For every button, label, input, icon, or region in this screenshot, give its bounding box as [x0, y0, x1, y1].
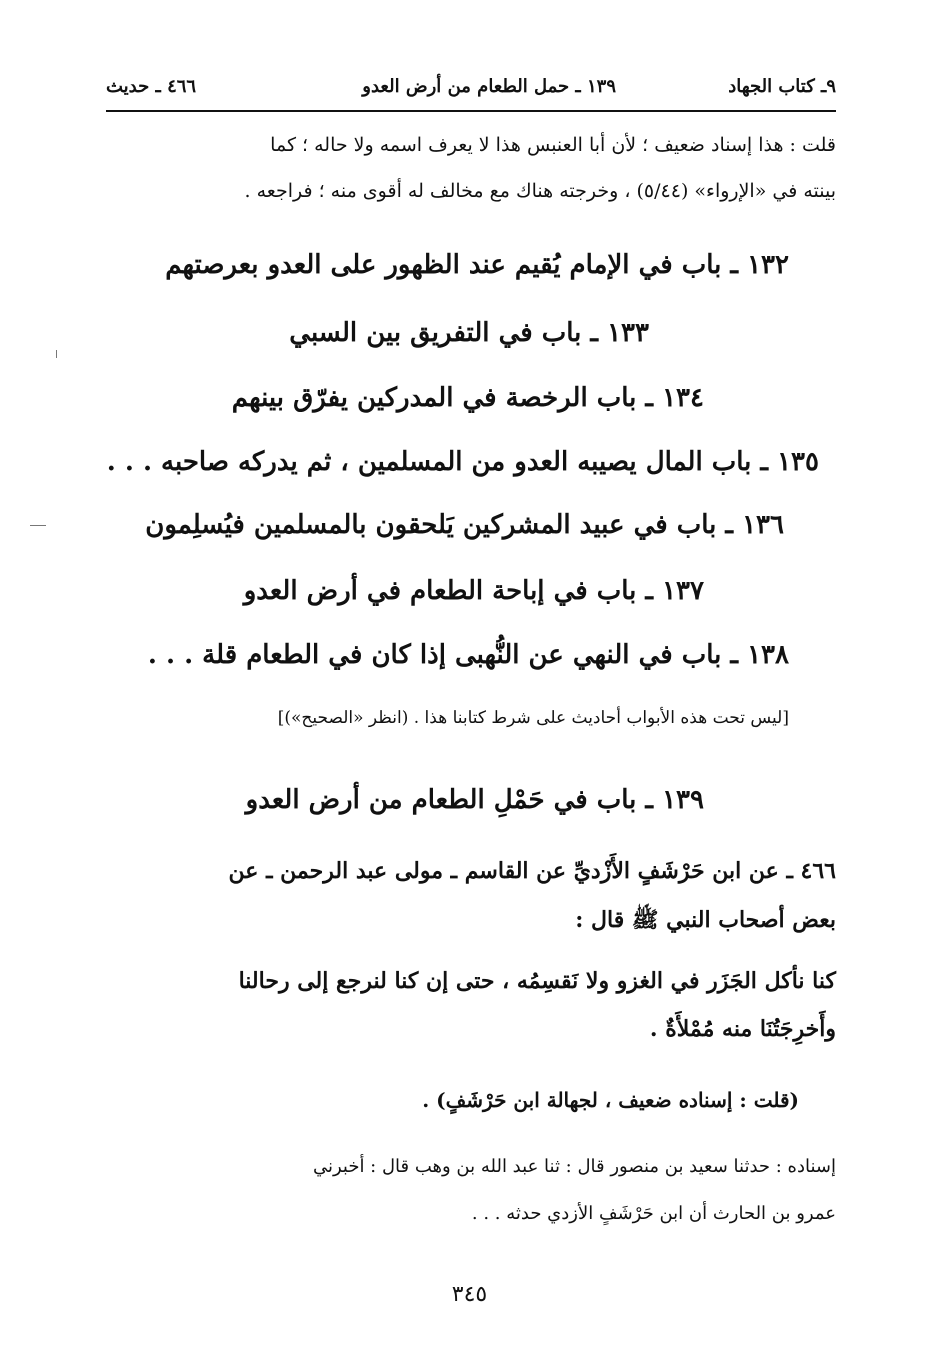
- running-header: [106, 72, 836, 108]
- bracket-note: [ليس تحت هذه الأبواب أحاديث على شرط كتابنا هذا . (انظر «الصحيح»)]: [277, 708, 789, 728]
- note-line-2: بينته في «الإرواء» (٥/٤٤) ، وخرجته هناك مع مخالف له أقوى منه ؛ فراجعه .: [244, 180, 836, 202]
- header-hadith-number: ٤٦٦ ـ حديث: [106, 76, 197, 97]
- header-chapter-title: ١٣٩ ـ حمل الطعام من أرض العدو: [362, 76, 616, 97]
- chapter-heading-132: ١٣٢ ـ باب في الإمام يُقيم عند الظهور على العدو بعرصتهم: [165, 250, 789, 280]
- isnad-line-1: إسناده : حدثنا سعيد بن منصور قال : ثنا عبد الله بن وهب قال : أخبرني: [312, 1156, 836, 1177]
- isnad-line-2: عمرو بن الحارث أن ابن حَرْشَفٍ الأزدي حدثه . . .: [471, 1203, 836, 1224]
- chapter-heading-134: ١٣٤ ـ باب الرخصة في المدركين يفرّق بينهم: [231, 383, 704, 413]
- hadith-intro-line-2: بعض أصحاب النبي ﷺ قال :: [575, 907, 836, 933]
- hadith-text-line-2: وأَخرِجَتُنَا منه مُمْلأَةٌ .: [649, 1016, 836, 1042]
- page-number: ٣٤٥: [451, 1282, 488, 1307]
- margin-mark: [30, 525, 46, 526]
- chapter-heading-137: ١٣٧ ـ باب في إباحة الطعام في أرض العدو: [243, 576, 704, 606]
- chapter-heading-136: ١٣٦ ـ باب في عبيد المشركين يَلحقون بالمسلمين فيُسلِمون: [145, 510, 784, 540]
- chapter-heading-139: ١٣٩ ـ باب في حَمْلِ الطعام من أرض العدو: [245, 785, 704, 815]
- chapter-heading-135: ١٣٥ ـ باب المال يصيبه العدو من المسلمين ، ثم يدركه صاحبه . . .: [106, 447, 819, 477]
- note-line-1: قلت : هذا إسناد ضعيف ؛ لأن أبا العنبس هذا لا يعرف اسمه ولا حاله ؛ كما: [270, 134, 836, 156]
- chapter-heading-138: ١٣٨ ـ باب في النهي عن النُّهبى إذا كان في الطعام قلة . . .: [147, 640, 789, 670]
- header-book-title: ٩ـ كتاب الجهاد: [728, 76, 836, 97]
- chapter-heading-133: ١٣٣ ـ باب في التفريق بين السبي: [289, 318, 649, 348]
- hadith-intro-line-1: ٤٦٦ ـ عن ابن حَرْشَفٍ الأَزْديِّ عن القاسم ـ مولى عبد الرحمن ـ عن: [228, 858, 836, 884]
- hadith-grade: (قلت : إسناده ضعيف ، لجهالة ابن حَرْشَفٍ) .: [422, 1088, 799, 1112]
- hadith-text-line-1: كنا نأكل الجَزَر في الغزو ولا نَقسِمُه ، حتى إن كنا لنرجع إلى رحالنا: [238, 968, 836, 994]
- header-rule: [106, 110, 836, 112]
- margin-mark: [56, 350, 57, 358]
